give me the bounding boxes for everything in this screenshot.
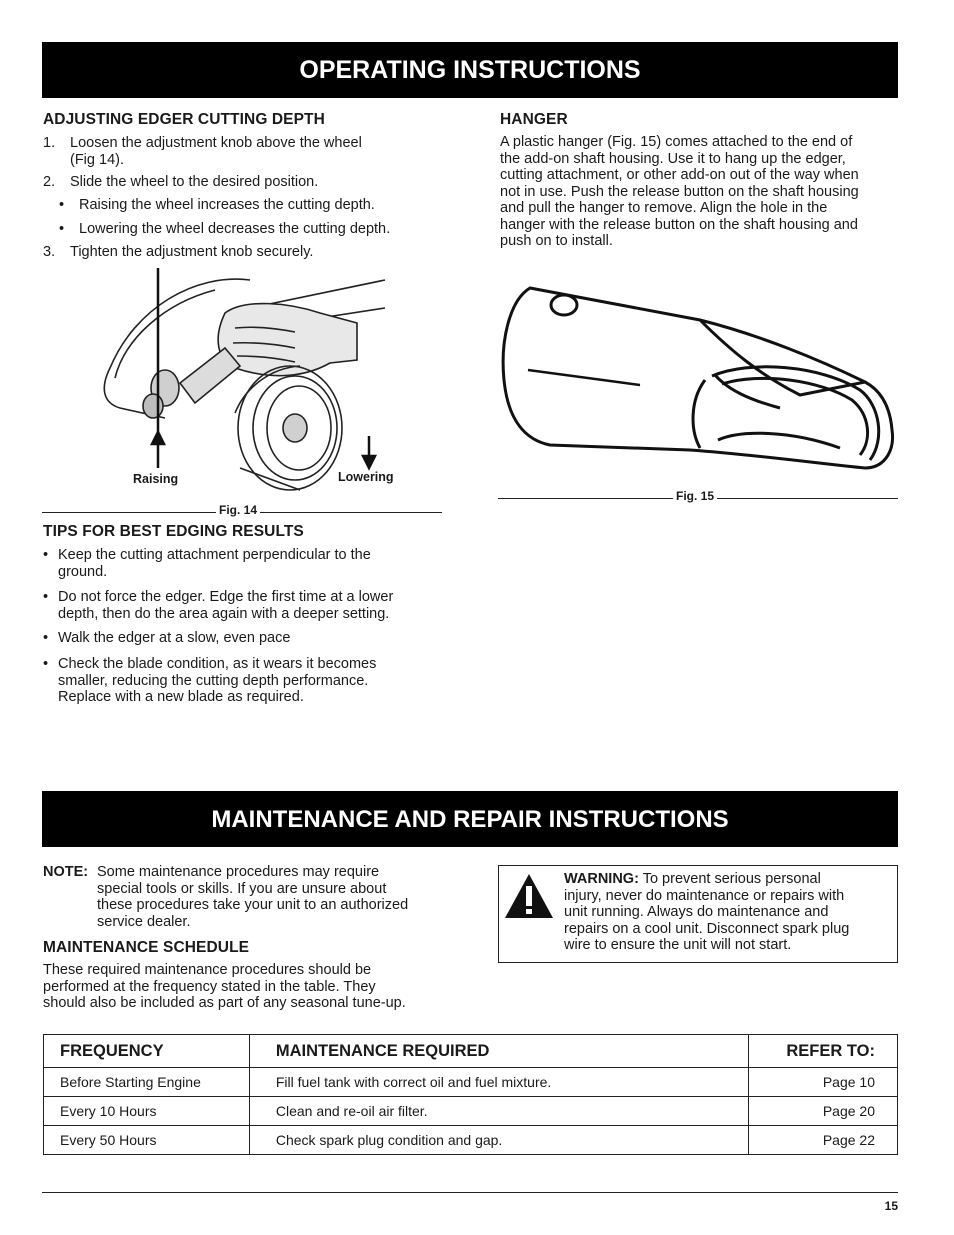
tip-line: Keep the cutting attachment perpendicular to the bbox=[58, 547, 371, 563]
header-maintenance-required: MAINTENANCE REQUIRED bbox=[249, 1035, 748, 1068]
tip-line: Walk the edger at a slow, even pace bbox=[58, 630, 291, 646]
step-1 bbox=[43, 135, 443, 168]
bullet-mark: • bbox=[43, 589, 49, 605]
hanger-line: push on to install. bbox=[500, 233, 613, 249]
page-number: 15 bbox=[884, 1199, 898, 1213]
note-line: these procedures take your unit to an authorized bbox=[97, 897, 409, 913]
cell-maintenance: Check spark plug condition and gap. bbox=[249, 1126, 748, 1155]
cell-frequency: Every 50 Hours bbox=[44, 1126, 250, 1155]
warning-box bbox=[498, 865, 898, 963]
step-text: Loosen the adjustment knob above the wheel bbox=[70, 135, 362, 151]
table-row bbox=[44, 1126, 898, 1155]
cell-refer: Page 10 bbox=[749, 1068, 898, 1097]
cell-refer: Page 20 bbox=[749, 1097, 898, 1126]
step-3 bbox=[43, 244, 443, 261]
tip-item bbox=[43, 630, 443, 647]
schedule-heading: MAINTENANCE SCHEDULE bbox=[43, 939, 250, 956]
bullet-text: Raising the wheel increases the cutting depth. bbox=[79, 197, 375, 213]
bullet-mark: • bbox=[59, 197, 65, 213]
note-block bbox=[43, 864, 443, 930]
footer-rule bbox=[42, 1192, 898, 1193]
tip-line: Do not force the edger. Edge the first time at a lower bbox=[58, 589, 394, 605]
warning-line: unit running. Always do maintenance and bbox=[564, 904, 829, 920]
schedule-paragraph bbox=[43, 962, 463, 1012]
lowering-label: Lowering bbox=[338, 470, 394, 484]
bullet-lowering bbox=[59, 221, 449, 238]
bullet-text: Lowering the wheel decreases the cutting depth. bbox=[79, 221, 391, 237]
fig15-hanger-illustration bbox=[500, 280, 898, 470]
note-line: service dealer. bbox=[97, 913, 191, 930]
raising-label: Raising bbox=[133, 472, 179, 486]
hanger-line: cutting attachment, or other add-on out of the way when bbox=[500, 167, 859, 183]
tip-line: depth, then do the area again with a deeper setting. bbox=[58, 605, 390, 622]
warning-line: wire to ensure the unit will not start. bbox=[564, 937, 792, 953]
warning-text bbox=[564, 871, 894, 954]
cell-frequency: Before Starting Engine bbox=[44, 1068, 250, 1097]
hanger-line: and pull the hanger to remove. Align the hole in the bbox=[500, 200, 828, 216]
step-2 bbox=[43, 174, 443, 191]
header-frequency: FREQUENCY bbox=[44, 1035, 250, 1068]
tip-line: Replace with a new blade as required. bbox=[58, 689, 304, 705]
hanger-heading: HANGER bbox=[500, 111, 568, 128]
step-text-cont: (Fig 14). bbox=[70, 151, 124, 168]
fig14-label: Fig. 14 bbox=[216, 503, 260, 517]
cell-refer: Page 22 bbox=[749, 1126, 898, 1155]
bullet-raising bbox=[59, 197, 449, 214]
bullet-mark: • bbox=[59, 221, 65, 237]
tip-line: ground. bbox=[58, 563, 108, 580]
operating-instructions-banner: OPERATING INSTRUCTIONS bbox=[42, 42, 898, 98]
fig15-label: Fig. 15 bbox=[673, 489, 717, 503]
schedule-line: These required maintenance procedures should be bbox=[43, 962, 372, 978]
tips-heading: TIPS FOR BEST EDGING RESULTS bbox=[43, 523, 304, 540]
cell-maintenance: Fill fuel tank with correct oil and fuel mixture. bbox=[249, 1068, 748, 1097]
tip-item bbox=[43, 656, 443, 706]
adjusting-depth-heading: ADJUSTING EDGER CUTTING DEPTH bbox=[43, 111, 325, 128]
maintenance-banner: MAINTENANCE AND REPAIR INSTRUCTIONS bbox=[42, 791, 898, 847]
cell-frequency: Every 10 Hours bbox=[44, 1097, 250, 1126]
note-label: NOTE: bbox=[43, 864, 89, 880]
warning-label: WARNING: bbox=[564, 871, 639, 887]
table-row bbox=[44, 1097, 898, 1126]
tip-line: smaller, reducing the cutting depth performance. bbox=[58, 672, 369, 689]
bullet-mark: • bbox=[43, 630, 49, 646]
step-number: 2. bbox=[43, 174, 56, 190]
hanger-paragraph bbox=[500, 134, 900, 250]
step-text: Slide the wheel to the desired position. bbox=[70, 174, 319, 190]
warning-line: repairs on a cool unit. Disconnect spark plug bbox=[564, 920, 850, 937]
hanger-line: A plastic hanger (Fig. 15) comes attached to the end of bbox=[500, 134, 853, 150]
hanger-line: the add-on shaft housing. Use it to hang up the edger, bbox=[500, 150, 846, 167]
tip-item bbox=[43, 547, 443, 580]
note-line: Some maintenance procedures may require bbox=[97, 864, 380, 880]
schedule-line: performed at the frequency stated in the table. They bbox=[43, 978, 376, 995]
hanger-line: not in use. Push the release button on the shaft housing bbox=[500, 183, 859, 200]
cell-maintenance: Clean and re-oil air filter. bbox=[249, 1097, 748, 1126]
header-refer-to: REFER TO: bbox=[749, 1035, 898, 1068]
table-row bbox=[44, 1068, 898, 1097]
bullet-mark: • bbox=[43, 547, 49, 563]
hanger-line: hanger with the release button on the shaft housing and bbox=[500, 216, 858, 233]
step-number: 1. bbox=[43, 135, 56, 151]
schedule-line: should also be included as part of any seasonal tune-up. bbox=[43, 995, 406, 1011]
warning-triangle-icon bbox=[503, 872, 555, 920]
step-number: 3. bbox=[43, 244, 56, 260]
step-text: Tighten the adjustment knob securely. bbox=[70, 244, 314, 260]
warning-line: injury, never do maintenance or repairs with bbox=[564, 887, 845, 904]
tip-item bbox=[43, 589, 443, 622]
table-header-row bbox=[44, 1035, 898, 1068]
tip-line: Check the blade condition, as it wears it becomes bbox=[58, 656, 377, 672]
bullet-mark: • bbox=[43, 656, 49, 672]
warning-line: To prevent serious personal bbox=[642, 871, 821, 887]
maintenance-schedule-table bbox=[43, 1034, 898, 1155]
note-line: special tools or skills. If you are unsure about bbox=[97, 880, 387, 897]
